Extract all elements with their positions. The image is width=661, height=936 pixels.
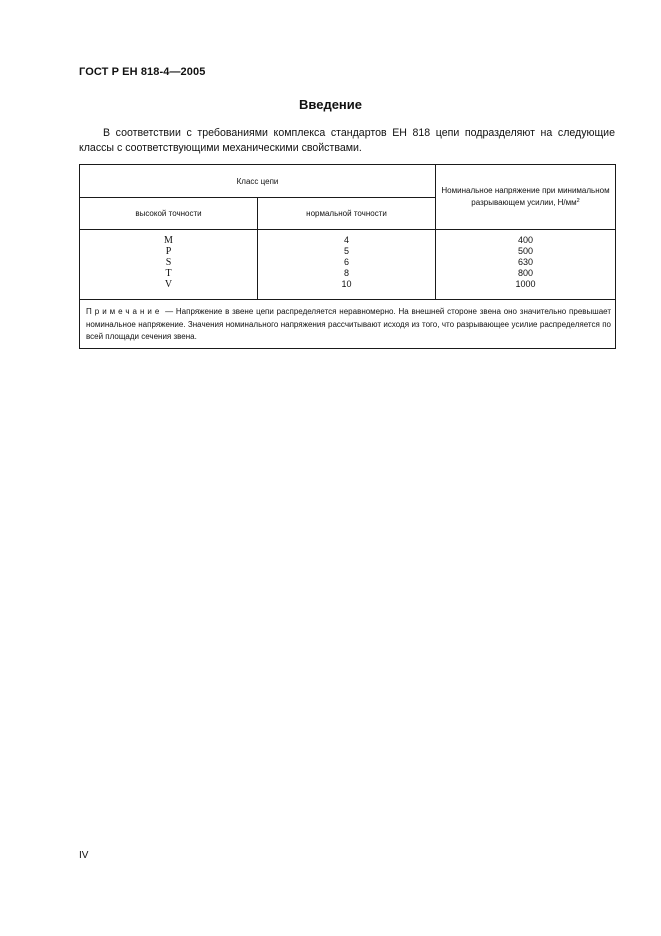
chain-class-table [79,164,616,349]
table-cell: 8 [343,268,349,278]
table-note [80,300,616,349]
column-stress-values [436,230,616,300]
table-cell: M [164,235,173,246]
table-cell: 4 [343,235,349,245]
header-nominal-stress-text: Номинальное напряжение при минимальном разрывающем усилии, [441,185,610,207]
header-high-precision: высокой точности [80,198,258,230]
table-cell: V [164,279,173,290]
table-cell: 500 [517,246,534,256]
table-cell: T [165,268,172,279]
header-normal-precision: нормальной точности [258,198,436,230]
intro-paragraph: В соответствии с требованиями комплекса стандартов ЕН 818 цепи подразделяют на следующие классы с соответствующими механическими свойствами. [79,127,615,154]
table-note-row [80,300,616,349]
header-chain-class: Класс цепи [80,165,436,198]
table-cell: 400 [517,235,534,245]
table-cell: 10 [341,279,352,289]
table-cell: 800 [517,268,534,278]
note-label: Примечание [86,307,163,316]
section-title: Введение [299,97,362,112]
table-cell: 630 [517,257,534,267]
column-normal-precision-values [258,230,436,300]
table-cell: S [165,257,172,268]
table-cell: 6 [343,257,349,267]
note-text: — Напряжение в звене цепи распределяется неравномерно. На внешней стороне звена оно значительно превышает номинальное напряжение. Значения номинального напряжения рассчитывают исходя из того, что разрывающее усилие распределяется по всей площади сечения звена. [86,307,611,341]
column-high-precision-values [80,230,258,300]
page-number: IV [79,850,89,861]
table-cell: P [165,246,172,257]
document-code: ГОСТ Р ЕН 818-4—2005 [79,66,206,78]
table-body-row [80,230,616,300]
header-nominal-stress-unit-exp: 2 [576,198,580,204]
table-cell: 1000 [515,279,536,289]
header-nominal-stress [436,165,616,230]
table-header-row [80,165,616,198]
table-cell: 5 [343,246,349,256]
header-nominal-stress-unit: Н/мм [557,198,577,207]
